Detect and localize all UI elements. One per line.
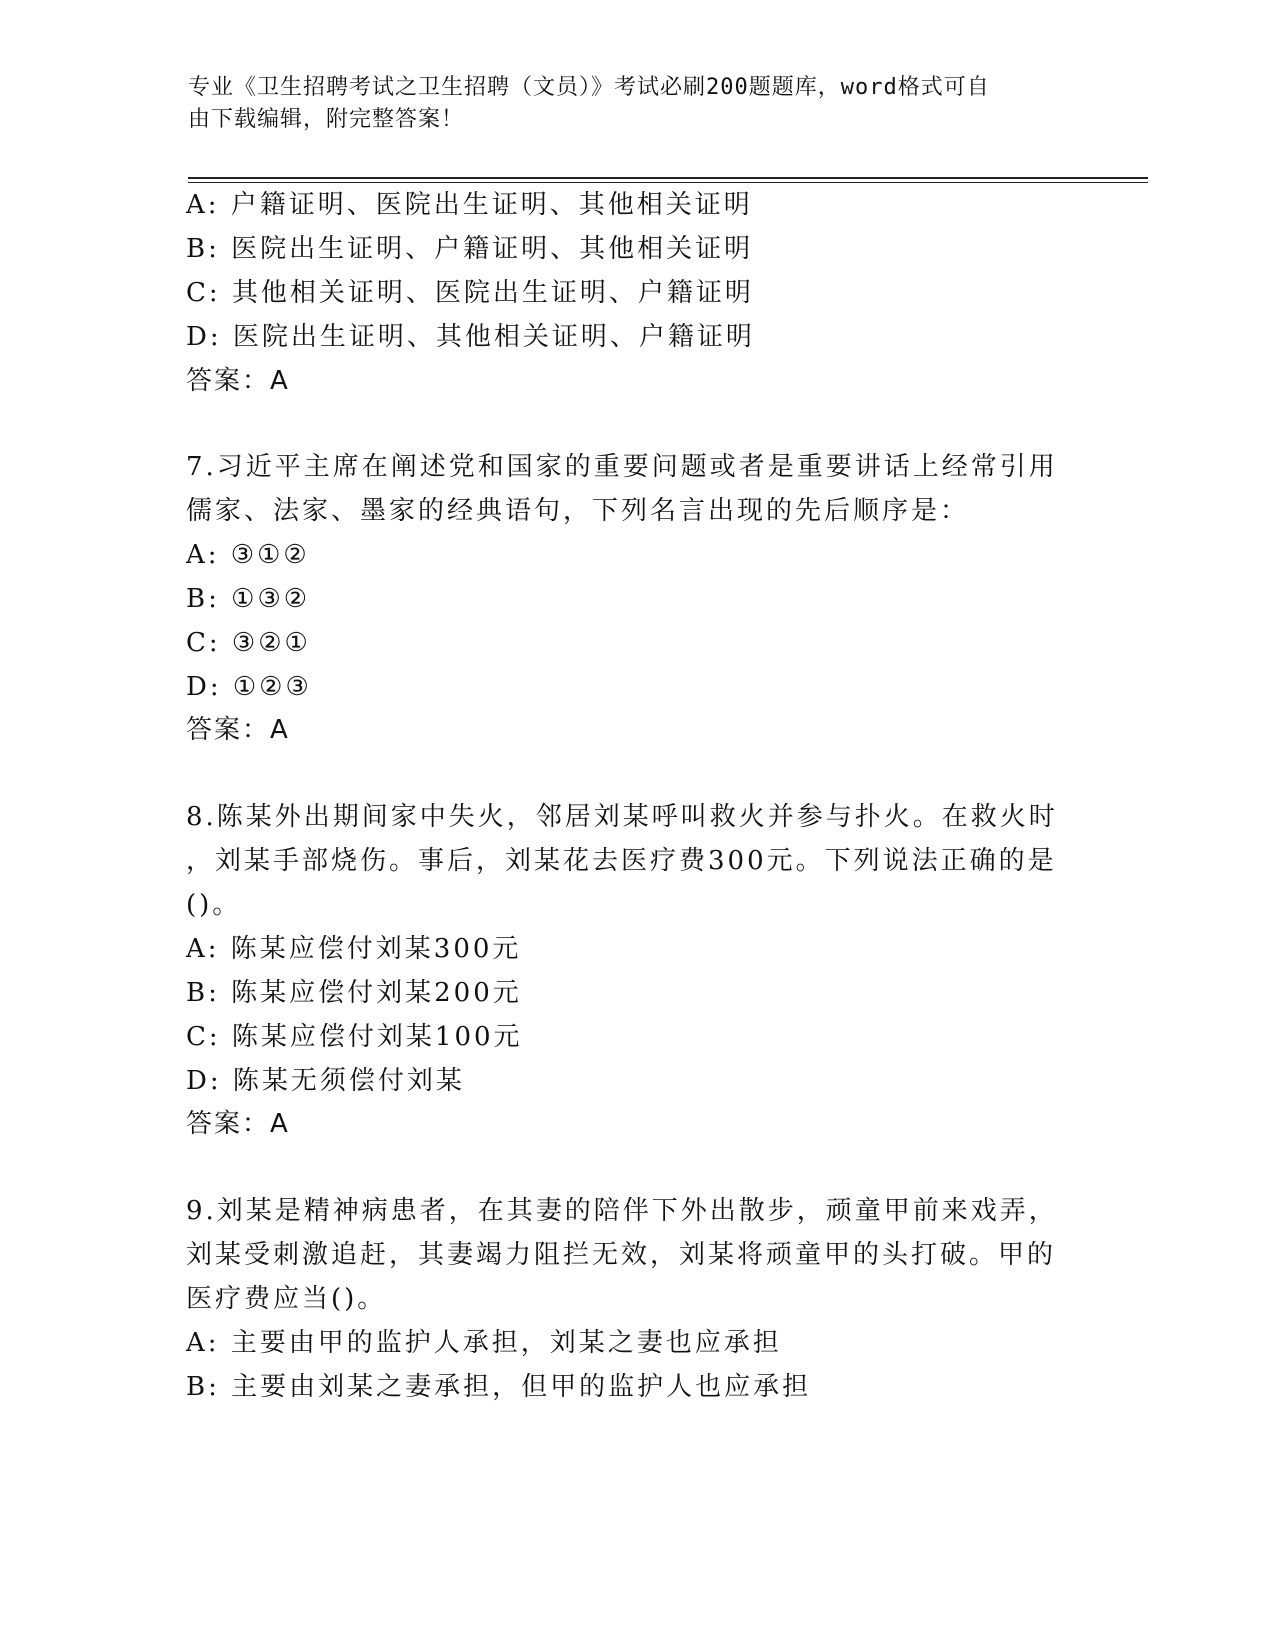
q7-option-d: D: ①②③ — [186, 672, 312, 702]
q7-answer: 答案：A — [186, 715, 290, 745]
q8-answer: 答案：A — [186, 1109, 290, 1139]
q7-option-c: C: ③②① — [186, 628, 311, 658]
q9-option-b: B: 主要由刘某之妻承担，但甲的监护人也应承担 — [186, 1372, 812, 1402]
q6-option-c: C: 其他相关证明、医院出生证明、户籍证明 — [186, 278, 754, 308]
q6-option-a: A: 户籍证明、医院出生证明、其他相关证明 — [186, 190, 753, 220]
q7-option-a: A: ③①② — [186, 540, 310, 570]
header-divider — [188, 177, 1148, 179]
q6-option-b: B: 医院出生证明、户籍证明、其他相关证明 — [186, 234, 754, 264]
header-divider-thin — [188, 182, 1148, 183]
q9-text-line-1: 9.刘某是精神病患者，在其妻的陪伴下外出散步，顽童甲前来戏弄， — [186, 1196, 1058, 1226]
q6-answer: 答案：A — [186, 366, 290, 396]
q8-option-d: D: 陈某无须偿付刘某 — [186, 1066, 465, 1096]
header-line-2: 由下载编辑，附完整答案！ — [188, 107, 465, 132]
q8-text-line-1: 8.陈某外出期间家中失火，邻居刘某呼叫救火并参与扑火。在救火时 — [186, 802, 1058, 832]
q7-text-line-2: 儒家、法家、墨家的经典语句，下列名言出现的先后顺序是： — [186, 496, 970, 526]
q8-option-b: B: 陈某应偿付刘某200元 — [186, 978, 522, 1008]
header-line-1: 专业《卫生招聘考试之卫生招聘（文员）》考试必刷200题题库，word格式可自 — [188, 75, 990, 100]
q7-option-b: B: ①③② — [186, 584, 311, 614]
document-header — [188, 72, 1068, 136]
q8-option-c: C: 陈某应偿付刘某100元 — [186, 1022, 523, 1052]
q6-option-d: D: 医院出生证明、其他相关证明、户籍证明 — [186, 322, 755, 352]
q8-text-line-2: ，刘某手部烧伤。事后，刘某花去医疗费300元。下列说法正确的是 — [186, 846, 1057, 876]
q7-text-line-1: 7.习近平主席在阐述党和国家的重要问题或者是重要讲话上经常引用 — [186, 452, 1058, 482]
q9-text-line-2: 刘某受刺激追赶，其妻竭力阻拦无效，刘某将顽童甲的头打破。甲的 — [186, 1240, 1057, 1270]
q8-text-line-3: ()。 — [186, 890, 242, 920]
q9-option-a: A: 主要由甲的监护人承担，刘某之妻也应承担 — [186, 1328, 782, 1358]
q8-option-a: A: 陈某应偿付刘某300元 — [186, 934, 522, 964]
q9-text-line-3: 医疗费应当()。 — [186, 1284, 387, 1314]
